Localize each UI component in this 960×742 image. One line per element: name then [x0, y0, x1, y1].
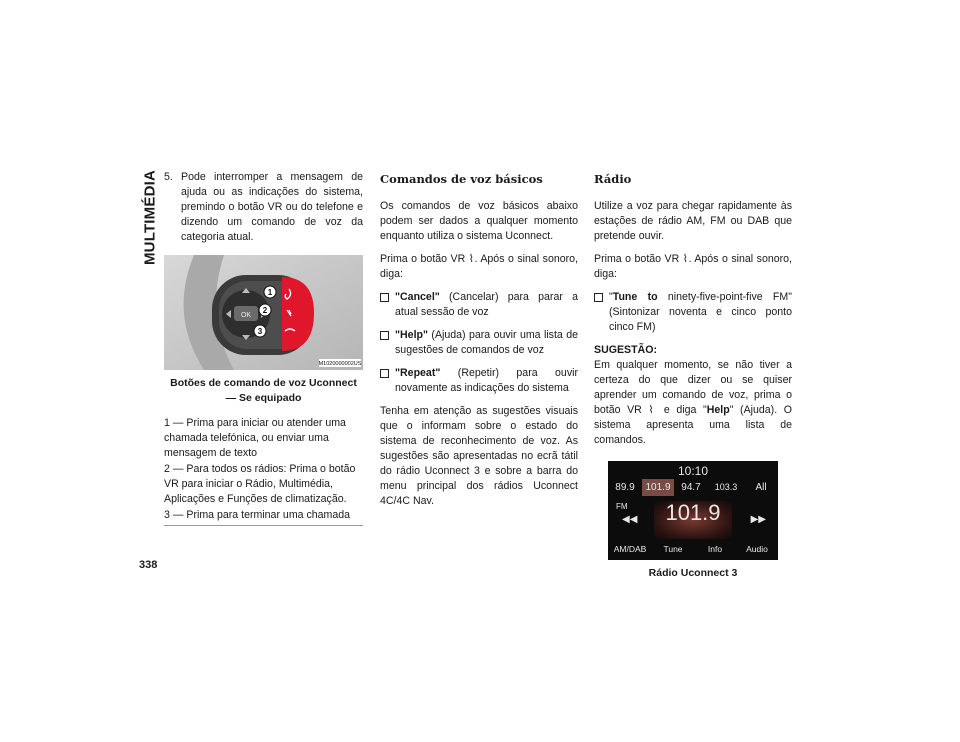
radio-bottom-menu [608, 542, 778, 557]
column-3 [594, 170, 792, 581]
preset-button-active: 101.9 [642, 479, 674, 496]
paragraph: Tenha em atenção as sugestões visuais que o informam sobre o estado do sistema de reconhecimento de voz. As sugestões são apresentadas no ecrã tátil do rádio Uconnect 3 e sobre a barra do menu principal dos rádios Uconnect 4C/4C Nav. [380, 405, 578, 507]
list-item-number: 5. [164, 171, 173, 183]
section-heading: Rádio [594, 172, 632, 186]
section-heading: Comandos de voz básicos [380, 172, 543, 186]
ok-label: OK [240, 312, 252, 319]
steering-wheel-illustration [164, 255, 363, 370]
column-2 [380, 170, 578, 517]
paragraph: Prima o botão VR ⌇. Após o sinal sonoro, diga: [380, 253, 578, 280]
tip-text: Em qualquer momento, se não tiver a certeza do que dizer ou se quiser aprender um comando de voz, prima o botão VR ⌇ e diga "Help" (Ajuda). O sistema apresenta uma lista de comandos. [594, 359, 792, 446]
seek-back-icon: ◀◀ [622, 514, 638, 525]
bullet-item: "Help" (Ajuda) para ouvir uma lista de sugestões de comandos de voz [380, 328, 578, 358]
paragraph: Os comandos de voz básicos abaixo podem ser dados a qualquer momento enquanto utiliza o sistema Uconnect. [380, 200, 578, 242]
page-number: 338 [139, 559, 158, 571]
radio-presets [608, 479, 778, 496]
list-item-5 [164, 170, 363, 245]
bullet-item: "Cancel" (Cancelar) para parar a atual sessão de voz [380, 290, 578, 320]
seek-forward-icon: ▶▶ [750, 514, 766, 525]
preset-button: All [755, 482, 767, 493]
menu-am-dab: AM/DAB [613, 544, 647, 554]
legend-item: 2 — Para todos os rádios: Prima o botão VR para iniciar o Rádio, Multimédia, Aplicações e Funções de climatização. [164, 463, 356, 505]
checkbox-icon [380, 369, 389, 378]
preset-button: 89.9 [615, 482, 635, 493]
column-1 [164, 170, 363, 526]
tip-label: SUGESTÃO: [594, 344, 657, 356]
callout-3: 3 [257, 327, 263, 336]
band-label: FM [616, 502, 628, 511]
bullet-item: "Repeat" (Repetir) para ouvir novamente as indicações do sistema [380, 366, 578, 396]
paragraph: Prima o botão VR ⌇. Após o sinal sonoro, diga: [594, 253, 792, 280]
checkbox-icon [380, 331, 389, 340]
checkbox-icon [380, 293, 389, 302]
callout-1: 1 [267, 288, 273, 297]
legend-item: 1 — Prima para iniciar ou atender uma chamada telefónica, ou enviar uma mensagem de texto [164, 417, 346, 459]
legend-item: 3 — Prima para terminar uma chamada [164, 509, 351, 521]
steering-wheel-buttons-photo [164, 255, 363, 370]
frequency-display: 101.9 [665, 500, 721, 525]
list-item-text: Pode interromper a mensagem de ajuda ou as indicações do sistema, premindo o botão VR ou do telefone e dizendo um comando de voz da categoria atual. [181, 171, 363, 243]
figure-caption: Rádio Uconnect 3 [648, 567, 738, 579]
radio-clock: 10:10 [677, 464, 709, 478]
figure-legend [164, 416, 363, 526]
preset-button: 94.7 [681, 482, 701, 493]
section-title: MULTIMÉDIA [141, 169, 159, 266]
menu-audio: Audio [746, 544, 768, 554]
menu-info: Info [707, 544, 723, 554]
figure-code: M1020000002US [318, 361, 362, 367]
preset-button: 103.3 [714, 482, 738, 492]
menu-tune: Tune [663, 544, 683, 554]
voice-icon: ⌇ [682, 253, 689, 265]
figure-caption: Botões de comando de voz Uconnect — Se equipado [170, 377, 357, 404]
voice-icon: ⌇ [648, 404, 658, 416]
uconnect3-radio-screen [608, 461, 778, 560]
paragraph: Utilize a voz para chegar rapidamente às estações de rádio AM, FM ou DAB que pretende ouvir. [594, 200, 792, 242]
checkbox-icon [594, 293, 603, 302]
bullet-item: "Tune to ninety-five-point-five FM" (Sintonizar noventa e cinco ponto cinco FM) [594, 290, 792, 335]
callout-2: 2 [262, 306, 268, 315]
voice-icon: ⌇ [468, 253, 475, 265]
